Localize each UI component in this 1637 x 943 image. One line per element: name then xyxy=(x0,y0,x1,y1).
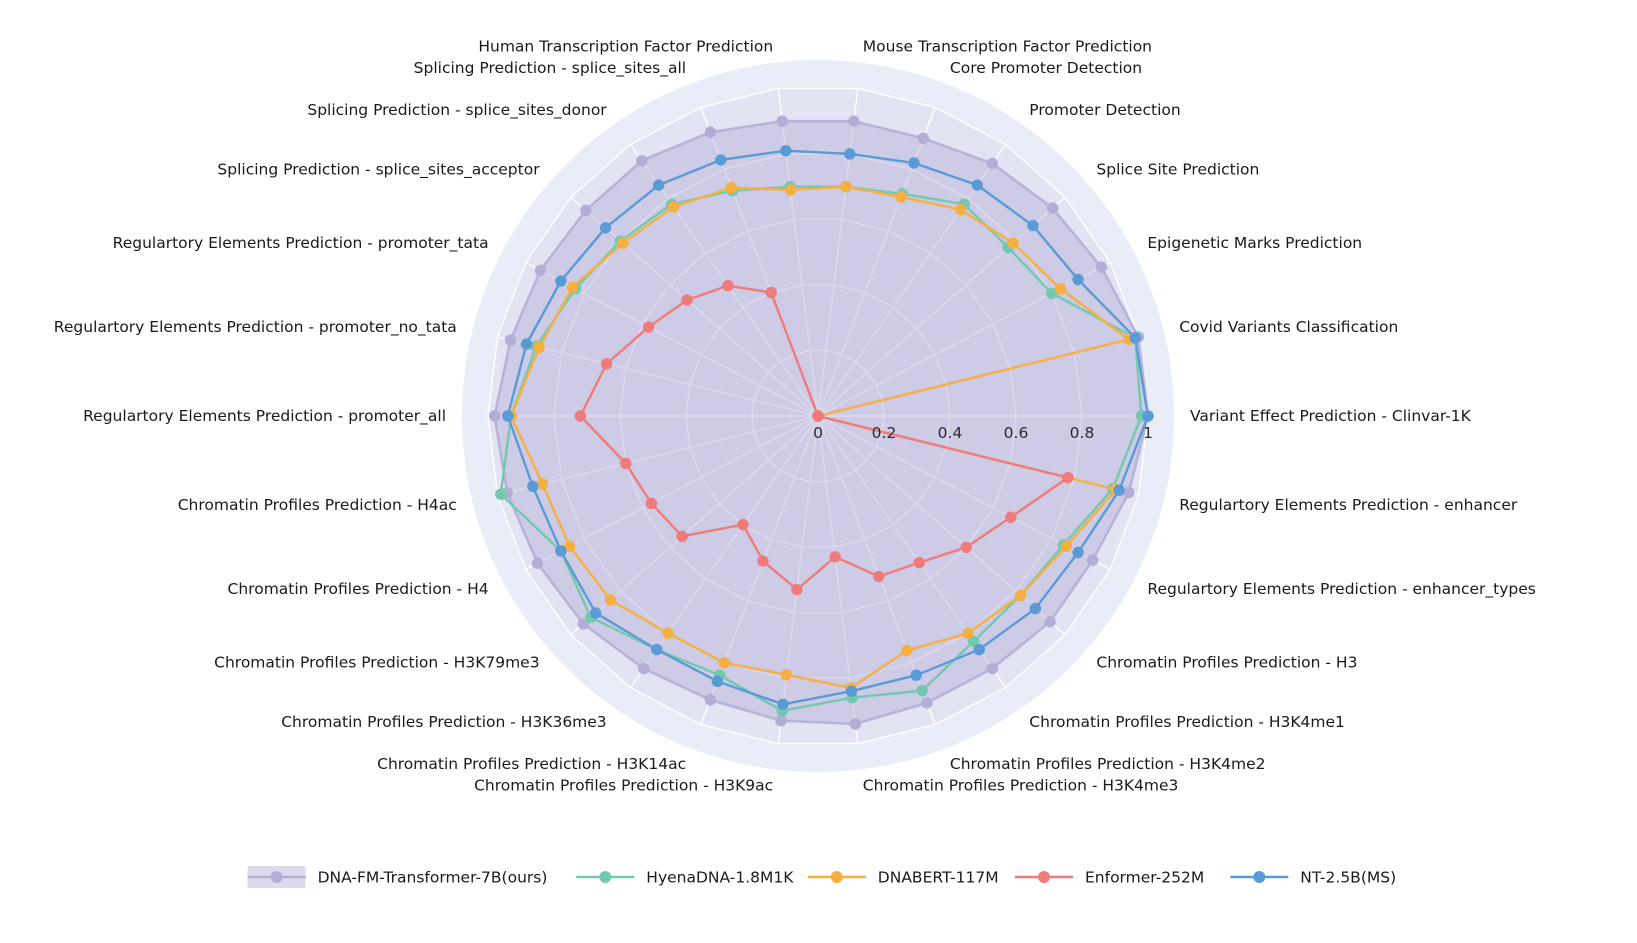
series-point-0 xyxy=(987,158,997,168)
series-point-0 xyxy=(1045,617,1055,627)
series-point-2 xyxy=(781,670,791,680)
legend-item[interactable] xyxy=(808,869,999,887)
axis-category-label: Covid Variants Classification xyxy=(1179,318,1399,336)
axis-category-label: Chromatin Profiles Prediction - H3K4me2 xyxy=(949,754,1266,773)
series-point-2 xyxy=(1015,590,1025,600)
series-point-1 xyxy=(917,685,927,695)
series-point-3 xyxy=(677,531,687,541)
legend-item[interactable] xyxy=(1230,869,1396,887)
series-point-3 xyxy=(961,542,971,552)
axis-category-label: Epigenetic Marks Prediction xyxy=(1147,234,1363,253)
axis-category-label: Splicing Prediction - splice_sites_acceptor xyxy=(217,160,540,179)
series-point-0 xyxy=(777,116,787,126)
series-point-3 xyxy=(723,280,733,290)
series-point-0 xyxy=(918,133,928,143)
series-point-4 xyxy=(528,481,538,491)
series-point-2 xyxy=(537,479,547,489)
series-point-0 xyxy=(1124,487,1134,497)
series-point-3 xyxy=(813,411,823,421)
series-point-0 xyxy=(776,715,786,725)
series-point-3 xyxy=(738,519,748,529)
axis-category-label: Regulartory Elements Prediction - enhancer xyxy=(1179,496,1518,514)
series-point-0 xyxy=(922,698,932,708)
legend-label: DNABERT-117M xyxy=(877,868,999,887)
legend-label: NT-2.5B(MS) xyxy=(1300,868,1397,887)
series-point-4 xyxy=(521,339,531,349)
axis-category-label: Chromatin Profiles Prediction - H3 xyxy=(1096,653,1358,672)
series-point-3 xyxy=(1063,472,1073,482)
series-point-3 xyxy=(1006,512,1016,522)
axis-category-label: Variant Effect Prediction - Clinvar-1K xyxy=(1190,407,1471,425)
series-point-0 xyxy=(705,695,715,705)
series-point-2 xyxy=(902,645,912,655)
series-point-0 xyxy=(638,663,648,673)
series-point-4 xyxy=(1028,220,1038,230)
series-point-4 xyxy=(972,180,982,190)
series-point-2 xyxy=(534,342,544,352)
legend-marker xyxy=(599,871,611,883)
series-point-4 xyxy=(845,149,855,159)
series-point-2 xyxy=(726,182,736,192)
axis-category-label: Promoter Detection xyxy=(1029,100,1181,119)
axis-category-label: Chromatin Profiles Prediction - H3K14ac xyxy=(377,754,687,773)
axis-category-label: Regulartory Elements Prediction - promoter_no_tata xyxy=(53,318,457,336)
series-point-2 xyxy=(896,192,906,202)
axis-category-label: Splicing Prediction - splice_sites_all xyxy=(413,59,687,78)
series-point-3 xyxy=(575,411,585,421)
series-point-2 xyxy=(1061,541,1071,551)
legend-marker xyxy=(271,871,283,883)
series-point-2 xyxy=(663,628,673,638)
series-point-3 xyxy=(758,556,768,566)
series-point-4 xyxy=(1114,485,1124,495)
series-point-0 xyxy=(987,663,997,673)
series-point-2 xyxy=(605,595,615,605)
series-point-3 xyxy=(874,571,884,581)
series-point-4 xyxy=(846,686,856,696)
series-point-0 xyxy=(705,127,715,137)
axis-category-label: Regulartory Elements Prediction - enhancer_types xyxy=(1147,579,1536,598)
series-point-2 xyxy=(668,202,678,212)
series-point-4 xyxy=(653,180,663,190)
series-point-1 xyxy=(496,489,506,499)
series-point-4 xyxy=(712,676,722,686)
series-point-3 xyxy=(792,584,802,594)
axis-category-label: Core Promoter Detection xyxy=(949,59,1143,78)
series-point-4 xyxy=(556,546,566,556)
series-point-3 xyxy=(646,498,656,508)
axis-category-label: Chromatin Profiles Prediction - H4ac xyxy=(177,496,457,514)
legend-item[interactable] xyxy=(576,869,794,887)
series-point-0 xyxy=(637,156,647,166)
series-point-3 xyxy=(601,359,611,369)
axis-category-label: Chromatin Profiles Prediction - H3K4me3 xyxy=(862,776,1179,795)
radial-tick-label: 0.4 xyxy=(937,424,963,442)
series-point-0 xyxy=(489,411,499,421)
axis-category-label: Mouse Transcription Factor Prediction xyxy=(862,37,1153,56)
legend-item[interactable] xyxy=(1015,869,1204,887)
axis-category-label: Regulartory Elements Prediction - promoter_tata xyxy=(112,234,489,253)
series-point-4 xyxy=(1073,547,1083,557)
axis-category-label: Regulartory Elements Prediction - promoter_all xyxy=(83,407,446,425)
series-point-3 xyxy=(914,557,924,567)
series-point-4 xyxy=(503,411,513,421)
series-point-0 xyxy=(1047,203,1057,213)
series-point-4 xyxy=(590,608,600,618)
radial-tick-label: 0.8 xyxy=(1069,424,1095,442)
axis-category-label: Chromatin Profiles Prediction - H3K4me1 xyxy=(1029,713,1345,732)
series-point-2 xyxy=(719,658,729,668)
series-point-2 xyxy=(955,204,965,214)
series-point-3 xyxy=(830,552,840,562)
series-point-0 xyxy=(535,265,545,275)
series-point-0 xyxy=(1087,555,1097,565)
axis-category-label: Chromatin Profiles Prediction - H3K9ac xyxy=(474,776,774,795)
series-point-4 xyxy=(1073,274,1083,284)
series-point-0 xyxy=(850,719,860,729)
legend-label: DNA-FM-Transformer-7B(ours) xyxy=(317,868,548,887)
legend-marker xyxy=(1253,871,1265,883)
series-point-4 xyxy=(909,158,919,168)
axis-category-label: Human Transcription Factor Prediction xyxy=(478,37,774,56)
axis-category-label: Chromatin Profiles Prediction - H4 xyxy=(227,579,489,598)
series-point-4 xyxy=(974,644,984,654)
series-point-4 xyxy=(556,276,566,286)
axis-category-label: Chromatin Profiles Prediction - H3K79me3 xyxy=(214,653,540,672)
series-point-4 xyxy=(1143,411,1153,421)
series-point-4 xyxy=(911,670,921,680)
series-point-0 xyxy=(532,558,542,568)
axis-category-label: Chromatin Profiles Prediction - H3K36me3 xyxy=(281,713,607,732)
series-point-2 xyxy=(785,185,795,195)
axis-category-label: Splice Site Prediction xyxy=(1096,160,1260,179)
legend-marker xyxy=(831,871,843,883)
legend-marker xyxy=(1038,871,1050,883)
radial-tick-label: 1 xyxy=(1143,424,1153,442)
series-point-0 xyxy=(849,116,859,126)
axis-category-label: Splicing Prediction - splice_sites_donor xyxy=(307,100,607,119)
series-point-0 xyxy=(505,335,515,345)
series-point-3 xyxy=(643,322,653,332)
series-point-2 xyxy=(567,282,577,292)
series-point-0 xyxy=(1096,262,1106,272)
series-point-4 xyxy=(600,223,610,233)
series-point-4 xyxy=(1130,333,1140,343)
series-point-3 xyxy=(766,287,776,297)
radial-tick-label: 0 xyxy=(813,424,823,442)
legend-label: HyenaDNA-1.8M1K xyxy=(646,868,794,887)
series-point-4 xyxy=(652,644,662,654)
series-point-4 xyxy=(716,155,726,165)
series-point-3 xyxy=(621,458,631,468)
series-point-2 xyxy=(1008,238,1018,248)
series-point-4 xyxy=(781,145,791,155)
series-point-3 xyxy=(682,295,692,305)
series-point-2 xyxy=(618,238,628,248)
series-point-2 xyxy=(841,181,851,191)
series-point-0 xyxy=(581,205,591,215)
radial-tick-label: 0.6 xyxy=(1003,424,1029,442)
series-point-4 xyxy=(1030,603,1040,613)
radial-tick-label: 0.2 xyxy=(871,424,897,442)
series-point-4 xyxy=(778,699,788,709)
series-point-2 xyxy=(963,628,973,638)
series-point-2 xyxy=(1055,284,1065,294)
legend-label: Enformer-252M xyxy=(1085,868,1205,887)
legend-item[interactable] xyxy=(248,866,548,888)
